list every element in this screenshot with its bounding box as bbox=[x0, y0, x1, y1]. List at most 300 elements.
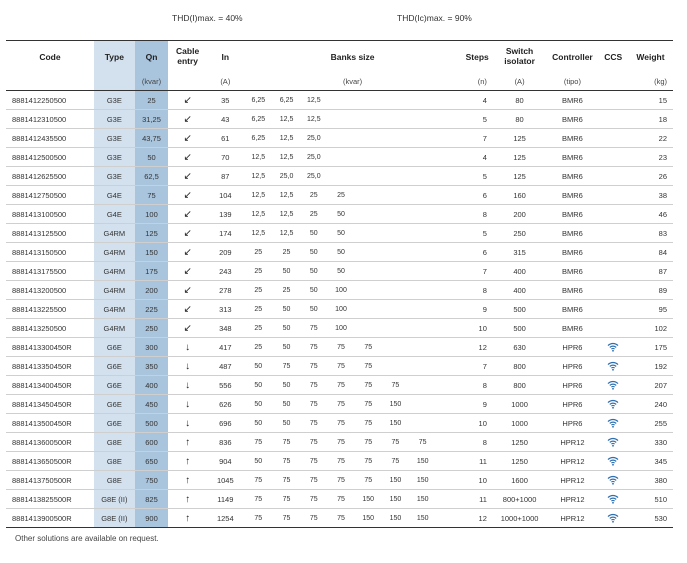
cell-ccs bbox=[599, 91, 628, 110]
cell-switch: 125 bbox=[493, 167, 546, 186]
cell-bank-size bbox=[436, 452, 461, 471]
cell-bank-size: 12,5 bbox=[244, 186, 273, 205]
cell-switch: 1000+1000 bbox=[493, 509, 546, 528]
cell-switch: 400 bbox=[493, 281, 546, 300]
cell-bank-size: 6,25 bbox=[273, 91, 300, 110]
cell-bank-size: 75 bbox=[327, 509, 354, 528]
cable-entry-arrow-icon: ↑ bbox=[168, 433, 207, 452]
cell-bank-size: 75 bbox=[327, 490, 354, 509]
cell-switch: 80 bbox=[493, 110, 546, 129]
cell-bank-size: 75 bbox=[382, 452, 409, 471]
cell-weight: 240 bbox=[628, 395, 673, 414]
cell-bank-size: 75 bbox=[382, 376, 409, 395]
cell-ccs bbox=[599, 243, 628, 262]
cell-switch: 500 bbox=[493, 300, 546, 319]
cell-bank-size bbox=[327, 148, 354, 167]
cell-bank-size: 150 bbox=[409, 490, 436, 509]
cell-bank-size: 50 bbox=[244, 357, 273, 376]
cell-bank-size: 75 bbox=[244, 471, 273, 490]
cell-switch: 400 bbox=[493, 262, 546, 281]
cell-bank-size bbox=[436, 281, 461, 300]
cell-bank-size: 75 bbox=[355, 376, 382, 395]
cell-controller: HPR12 bbox=[546, 509, 598, 528]
cell-bank-size: 75 bbox=[355, 414, 382, 433]
cell-bank-size: 150 bbox=[382, 395, 409, 414]
cell-controller: HPR12 bbox=[546, 452, 598, 471]
table-row bbox=[6, 395, 673, 414]
cell-bank-size: 12,5 bbox=[273, 129, 300, 148]
cable-entry-arrow-icon: ↙ bbox=[168, 186, 207, 205]
cell-bank-size: 25 bbox=[244, 338, 273, 357]
cell-bank-size: 6,25 bbox=[244, 91, 273, 110]
cell-weight: 530 bbox=[628, 509, 673, 528]
cell-steps: 9 bbox=[461, 300, 492, 319]
cell-bank-size: 50 bbox=[273, 338, 300, 357]
header-cable-entry-line1: Cable bbox=[176, 45, 200, 56]
cell-code: 8881413650500R bbox=[6, 452, 94, 471]
cell-bank-size: 50 bbox=[244, 452, 273, 471]
cell-bank-size: 12,5 bbox=[273, 148, 300, 167]
table-row bbox=[6, 262, 673, 281]
cell-bank-size bbox=[409, 281, 436, 300]
cell-type: G4E bbox=[94, 205, 135, 224]
cable-entry-arrow-icon: ↙ bbox=[168, 224, 207, 243]
cell-ccs bbox=[599, 167, 628, 186]
cell-steps: 10 bbox=[461, 319, 492, 338]
cell-weight: 26 bbox=[628, 167, 673, 186]
cell-bank-size bbox=[327, 110, 354, 129]
cell-controller: HPR12 bbox=[546, 433, 598, 452]
cell-switch: 315 bbox=[493, 243, 546, 262]
cell-bank-size: 75 bbox=[327, 357, 354, 376]
cell-bank-size: 12,5 bbox=[273, 205, 300, 224]
cell-in: 487 bbox=[207, 357, 244, 376]
cell-weight: 255 bbox=[628, 414, 673, 433]
header-banks-size: Banks size bbox=[244, 41, 462, 73]
cell-bank-size: 150 bbox=[382, 471, 409, 490]
cell-bank-size bbox=[436, 167, 461, 186]
cell-bank-size: 150 bbox=[355, 509, 382, 528]
cell-bank-size: 150 bbox=[355, 490, 382, 509]
cell-steps: 5 bbox=[461, 224, 492, 243]
cell-qn: 600 bbox=[135, 433, 169, 452]
table-row bbox=[6, 452, 673, 471]
unit-switch: (A) bbox=[493, 72, 546, 91]
cell-bank-size bbox=[382, 338, 409, 357]
cell-switch: 200 bbox=[493, 205, 546, 224]
cell-code: 8881412250500 bbox=[6, 91, 94, 110]
cell-bank-size bbox=[436, 414, 461, 433]
cell-steps: 7 bbox=[461, 357, 492, 376]
cell-bank-size: 12,5 bbox=[244, 167, 273, 186]
cell-bank-size: 6,25 bbox=[244, 129, 273, 148]
cell-qn: 150 bbox=[135, 243, 169, 262]
cell-bank-size: 75 bbox=[300, 319, 327, 338]
cell-bank-size: 150 bbox=[382, 509, 409, 528]
cell-code: 8881412500500 bbox=[6, 148, 94, 167]
cell-bank-size bbox=[409, 262, 436, 281]
cell-bank-size: 75 bbox=[300, 433, 327, 452]
cell-type: G4RM bbox=[94, 262, 135, 281]
cell-bank-size bbox=[382, 186, 409, 205]
cell-type: G4RM bbox=[94, 319, 135, 338]
cell-switch: 1250 bbox=[493, 452, 546, 471]
cell-bank-size: 25 bbox=[327, 186, 354, 205]
footer-note: Other solutions are available on request. bbox=[15, 534, 159, 543]
cell-bank-size bbox=[436, 300, 461, 319]
cell-bank-size: 12,5 bbox=[300, 110, 327, 129]
cell-bank-size: 150 bbox=[409, 509, 436, 528]
cell-bank-size bbox=[355, 148, 382, 167]
cell-switch: 250 bbox=[493, 224, 546, 243]
cell-steps: 4 bbox=[461, 148, 492, 167]
cell-ccs bbox=[599, 433, 628, 452]
cell-code: 8881413125500 bbox=[6, 224, 94, 243]
cell-code: 8881413500450R bbox=[6, 414, 94, 433]
cell-ccs bbox=[599, 509, 628, 528]
cell-bank-size: 50 bbox=[327, 224, 354, 243]
cell-bank-size bbox=[436, 509, 461, 528]
cell-switch: 160 bbox=[493, 186, 546, 205]
cell-bank-size bbox=[436, 129, 461, 148]
table-row bbox=[6, 281, 673, 300]
cell-controller: BMR6 bbox=[546, 300, 598, 319]
cell-bank-size bbox=[409, 186, 436, 205]
cell-ccs bbox=[599, 262, 628, 281]
cell-type: G4RM bbox=[94, 300, 135, 319]
cell-bank-size: 75 bbox=[355, 433, 382, 452]
cell-bank-size bbox=[436, 110, 461, 129]
cell-ccs bbox=[599, 224, 628, 243]
cell-in: 313 bbox=[207, 300, 244, 319]
cell-bank-size bbox=[355, 281, 382, 300]
cell-bank-size: 75 bbox=[355, 395, 382, 414]
cell-controller: BMR6 bbox=[546, 281, 598, 300]
header-switch-line1: Switch bbox=[505, 45, 534, 56]
table-row bbox=[6, 148, 673, 167]
cell-switch: 125 bbox=[493, 129, 546, 148]
table-row bbox=[6, 167, 673, 186]
cell-ccs bbox=[599, 319, 628, 338]
cell-type: G3E bbox=[94, 129, 135, 148]
cell-bank-size: 75 bbox=[409, 433, 436, 452]
cell-qn: 25 bbox=[135, 91, 169, 110]
cell-bank-size: 75 bbox=[273, 433, 300, 452]
cell-switch: 80 bbox=[493, 91, 546, 110]
cell-controller: HPR6 bbox=[546, 357, 598, 376]
cell-bank-size: 75 bbox=[355, 471, 382, 490]
cell-ccs bbox=[599, 414, 628, 433]
cell-bank-size: 25 bbox=[244, 281, 273, 300]
cell-controller: HPR12 bbox=[546, 490, 598, 509]
cell-bank-size bbox=[436, 376, 461, 395]
header-ccs: CCS bbox=[599, 41, 628, 73]
cell-bank-size bbox=[355, 167, 382, 186]
cell-code: 8881413100500 bbox=[6, 205, 94, 224]
cell-in: 209 bbox=[207, 243, 244, 262]
cell-weight: 192 bbox=[628, 357, 673, 376]
cell-type: G8E bbox=[94, 433, 135, 452]
table-row bbox=[6, 338, 673, 357]
cell-controller: HPR12 bbox=[546, 471, 598, 490]
cell-qn: 225 bbox=[135, 300, 169, 319]
cell-in: 417 bbox=[207, 338, 244, 357]
cell-bank-size: 12,5 bbox=[244, 205, 273, 224]
cell-bank-size bbox=[409, 357, 436, 376]
cell-qn: 100 bbox=[135, 205, 169, 224]
cell-qn: 200 bbox=[135, 281, 169, 300]
cell-bank-size bbox=[382, 129, 409, 148]
cell-code: 8881413350450R bbox=[6, 357, 94, 376]
cell-in: 243 bbox=[207, 262, 244, 281]
cell-type: G4RM bbox=[94, 224, 135, 243]
cell-bank-size bbox=[327, 167, 354, 186]
cell-controller: BMR6 bbox=[546, 129, 598, 148]
table-row bbox=[6, 224, 673, 243]
cell-bank-size bbox=[382, 224, 409, 243]
cell-controller: HPR6 bbox=[546, 395, 598, 414]
cell-bank-size bbox=[409, 148, 436, 167]
table-row bbox=[6, 110, 673, 129]
cell-bank-size bbox=[355, 110, 382, 129]
cell-qn: 450 bbox=[135, 395, 169, 414]
wifi-icon bbox=[607, 475, 619, 485]
table-row bbox=[6, 243, 673, 262]
cell-bank-size bbox=[355, 319, 382, 338]
cable-entry-arrow-icon: ↙ bbox=[168, 319, 207, 338]
cell-controller: HPR6 bbox=[546, 414, 598, 433]
cell-bank-size: 75 bbox=[244, 433, 273, 452]
cell-bank-size: 100 bbox=[327, 319, 354, 338]
wifi-icon bbox=[607, 494, 619, 504]
cell-bank-size: 75 bbox=[327, 395, 354, 414]
cable-entry-arrow-icon: ↙ bbox=[168, 129, 207, 148]
cell-bank-size: 50 bbox=[273, 376, 300, 395]
cell-steps: 7 bbox=[461, 262, 492, 281]
cell-controller: BMR6 bbox=[546, 319, 598, 338]
header-in: In bbox=[207, 41, 244, 73]
cell-switch: 1250 bbox=[493, 433, 546, 452]
cell-switch: 125 bbox=[493, 148, 546, 167]
header-steps: Steps bbox=[461, 41, 492, 73]
cable-entry-arrow-icon: ↑ bbox=[168, 471, 207, 490]
cell-steps: 8 bbox=[461, 376, 492, 395]
cell-type: G8E bbox=[94, 452, 135, 471]
cell-bank-size bbox=[436, 205, 461, 224]
cell-weight: 46 bbox=[628, 205, 673, 224]
wifi-icon bbox=[607, 456, 619, 466]
table-row bbox=[6, 509, 673, 528]
cell-bank-size: 25 bbox=[273, 281, 300, 300]
cell-in: 43 bbox=[207, 110, 244, 129]
cell-bank-size: 75 bbox=[327, 414, 354, 433]
cell-switch: 1000 bbox=[493, 414, 546, 433]
cell-type: G8E bbox=[94, 471, 135, 490]
cell-type: G4RM bbox=[94, 281, 135, 300]
cell-code: 8881412435500 bbox=[6, 129, 94, 148]
cable-entry-arrow-icon: ↙ bbox=[168, 167, 207, 186]
cell-in: 35 bbox=[207, 91, 244, 110]
cell-weight: 84 bbox=[628, 243, 673, 262]
cell-bank-size bbox=[409, 338, 436, 357]
cell-bank-size bbox=[382, 167, 409, 186]
cell-bank-size: 75 bbox=[273, 452, 300, 471]
cell-code: 8881413825500R bbox=[6, 490, 94, 509]
cell-controller: BMR6 bbox=[546, 224, 598, 243]
cell-steps: 11 bbox=[461, 490, 492, 509]
cable-entry-arrow-icon: ↙ bbox=[168, 262, 207, 281]
cell-ccs bbox=[599, 281, 628, 300]
cell-bank-size bbox=[409, 167, 436, 186]
cell-bank-size: 25,0 bbox=[300, 167, 327, 186]
cell-bank-size: 75 bbox=[355, 357, 382, 376]
cable-entry-arrow-icon: ↙ bbox=[168, 300, 207, 319]
cell-qn: 50 bbox=[135, 148, 169, 167]
header-switch-isolator bbox=[493, 41, 546, 73]
cell-weight: 345 bbox=[628, 452, 673, 471]
cell-weight: 87 bbox=[628, 262, 673, 281]
cell-bank-size: 75 bbox=[300, 357, 327, 376]
cell-ccs bbox=[599, 452, 628, 471]
table-row bbox=[6, 319, 673, 338]
cell-in: 556 bbox=[207, 376, 244, 395]
cell-bank-size: 75 bbox=[300, 471, 327, 490]
cell-bank-size: 25 bbox=[244, 262, 273, 281]
cell-bank-size bbox=[436, 490, 461, 509]
cell-bank-size bbox=[327, 129, 354, 148]
cell-bank-size bbox=[382, 300, 409, 319]
wifi-icon bbox=[607, 513, 619, 523]
cell-ccs bbox=[599, 148, 628, 167]
cell-bank-size bbox=[436, 338, 461, 357]
cell-weight: 38 bbox=[628, 186, 673, 205]
cell-controller: BMR6 bbox=[546, 186, 598, 205]
cell-bank-size: 150 bbox=[409, 452, 436, 471]
cell-bank-size: 75 bbox=[355, 452, 382, 471]
cell-steps: 5 bbox=[461, 110, 492, 129]
table-row bbox=[6, 471, 673, 490]
cell-in: 904 bbox=[207, 452, 244, 471]
cell-in: 61 bbox=[207, 129, 244, 148]
cell-code: 8881413900500R bbox=[6, 509, 94, 528]
cell-steps: 6 bbox=[461, 186, 492, 205]
cell-bank-size: 25 bbox=[300, 186, 327, 205]
cell-bank-size bbox=[355, 205, 382, 224]
cell-in: 104 bbox=[207, 186, 244, 205]
cell-in: 1254 bbox=[207, 509, 244, 528]
cell-in: 836 bbox=[207, 433, 244, 452]
cell-bank-size bbox=[409, 129, 436, 148]
cell-steps: 8 bbox=[461, 205, 492, 224]
wifi-icon bbox=[607, 361, 619, 371]
wifi-icon bbox=[607, 418, 619, 428]
cell-type: G3E bbox=[94, 167, 135, 186]
cell-bank-size: 25,0 bbox=[300, 148, 327, 167]
cell-qn: 500 bbox=[135, 414, 169, 433]
cable-entry-arrow-icon: ↙ bbox=[168, 243, 207, 262]
cell-bank-size: 50 bbox=[244, 395, 273, 414]
cell-bank-size bbox=[382, 357, 409, 376]
cell-bank-size: 50 bbox=[273, 300, 300, 319]
cell-bank-size: 12,5 bbox=[273, 224, 300, 243]
cable-entry-arrow-icon: ↑ bbox=[168, 452, 207, 471]
cell-bank-size: 12,5 bbox=[300, 91, 327, 110]
cable-entry-arrow-icon: ↓ bbox=[168, 414, 207, 433]
cell-in: 278 bbox=[207, 281, 244, 300]
cell-type: G6E bbox=[94, 357, 135, 376]
cell-qn: 75 bbox=[135, 186, 169, 205]
cell-bank-size bbox=[436, 262, 461, 281]
table-row bbox=[6, 129, 673, 148]
cell-switch: 500 bbox=[493, 319, 546, 338]
cell-steps: 12 bbox=[461, 509, 492, 528]
cell-bank-size: 50 bbox=[244, 414, 273, 433]
cell-in: 626 bbox=[207, 395, 244, 414]
cell-bank-size: 75 bbox=[300, 509, 327, 528]
cell-bank-size: 12,5 bbox=[273, 186, 300, 205]
cell-bank-size: 50 bbox=[244, 376, 273, 395]
cell-bank-size bbox=[382, 262, 409, 281]
cell-in: 87 bbox=[207, 167, 244, 186]
cell-bank-size: 12,5 bbox=[244, 148, 273, 167]
cell-bank-size: 75 bbox=[273, 490, 300, 509]
cell-bank-size: 50 bbox=[327, 205, 354, 224]
cell-bank-size: 100 bbox=[327, 281, 354, 300]
cell-bank-size: 25 bbox=[244, 319, 273, 338]
cell-bank-size: 75 bbox=[382, 433, 409, 452]
cell-bank-size bbox=[382, 243, 409, 262]
cell-code: 8881412310500 bbox=[6, 110, 94, 129]
cell-type: G8E (II) bbox=[94, 490, 135, 509]
cell-weight: 380 bbox=[628, 471, 673, 490]
cell-controller: BMR6 bbox=[546, 110, 598, 129]
cell-bank-size: 25 bbox=[300, 205, 327, 224]
cell-code: 8881413600500R bbox=[6, 433, 94, 452]
cell-bank-size bbox=[409, 243, 436, 262]
header-switch-line2: isolator bbox=[504, 55, 535, 66]
cell-bank-size: 50 bbox=[273, 262, 300, 281]
cell-in: 1149 bbox=[207, 490, 244, 509]
cell-weight: 330 bbox=[628, 433, 673, 452]
cable-entry-arrow-icon: ↓ bbox=[168, 357, 207, 376]
cell-bank-size: 25 bbox=[273, 243, 300, 262]
table-row bbox=[6, 186, 673, 205]
cell-bank-size bbox=[409, 395, 436, 414]
cell-qn: 350 bbox=[135, 357, 169, 376]
cell-type: G6E bbox=[94, 414, 135, 433]
cell-bank-size: 25 bbox=[244, 300, 273, 319]
cable-entry-arrow-icon: ↓ bbox=[168, 376, 207, 395]
cable-entry-arrow-icon: ↓ bbox=[168, 338, 207, 357]
cell-bank-size bbox=[409, 319, 436, 338]
cell-bank-size bbox=[355, 300, 382, 319]
cell-bank-size: 25,0 bbox=[273, 167, 300, 186]
cell-steps: 10 bbox=[461, 414, 492, 433]
cell-code: 8881413150500 bbox=[6, 243, 94, 262]
unit-in: (A) bbox=[207, 72, 244, 91]
wifi-icon bbox=[607, 437, 619, 447]
cell-bank-size: 6,25 bbox=[244, 110, 273, 129]
cell-steps: 6 bbox=[461, 243, 492, 262]
table-row bbox=[6, 300, 673, 319]
unit-qn: (kvar) bbox=[135, 72, 169, 91]
cell-bank-size: 50 bbox=[300, 300, 327, 319]
cell-switch: 800 bbox=[493, 357, 546, 376]
cell-qn: 175 bbox=[135, 262, 169, 281]
cell-steps: 4 bbox=[461, 91, 492, 110]
cell-controller: BMR6 bbox=[546, 262, 598, 281]
cell-steps: 8 bbox=[461, 433, 492, 452]
